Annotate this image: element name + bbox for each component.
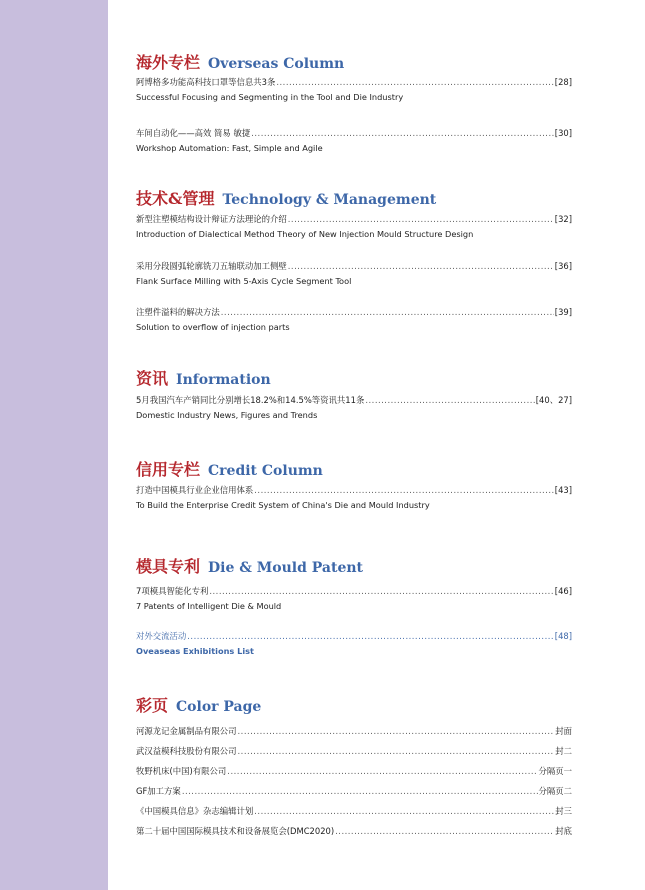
entry-page: [32] <box>554 214 572 224</box>
entry-title: 牧野机床(中国)有限公司 <box>136 766 227 776</box>
leader-dots <box>182 785 538 797</box>
entry-subtitle: Introduction of Dialectical Method Theory of New Injection Mould Structure Design <box>136 229 474 239</box>
side-band <box>0 0 108 890</box>
leader-dots <box>227 765 537 777</box>
entry-page: [36] <box>554 261 572 271</box>
section-title-en: Color Page <box>176 699 262 715</box>
section-title-en: Overseas Column <box>208 56 345 72</box>
section-title-cn: 海外专栏 <box>136 53 201 72</box>
entry-page: 封底 <box>555 826 572 836</box>
leader-dots <box>288 260 554 272</box>
section-title-en: Die & Mould Patent <box>208 560 364 576</box>
leader-dots <box>254 805 554 817</box>
entry-page: [28] <box>554 77 572 87</box>
leader-dots <box>335 825 554 837</box>
section-title-color-page <box>136 693 572 716</box>
leader-dots <box>209 585 553 597</box>
entry-title: 车间自动化——高效 简易 敏捷 <box>136 128 251 138</box>
toc-entry[interactable] <box>136 260 572 287</box>
entry-title: 阿博格多功能高科技口罩等信息共3条 <box>136 77 276 87</box>
entry-subtitle: To Build the Enterprise Credit System of China's Die and Mould Industry <box>136 500 430 510</box>
entry-title: 注塑件溢料的解决方法 <box>136 307 220 317</box>
entry-subtitle: 7 Patents of Intelligent Die & Mould <box>136 601 282 611</box>
entry-page: [43] <box>554 485 572 495</box>
toc-entry[interactable] <box>136 484 572 511</box>
leader-dots <box>254 484 554 496</box>
entry-title: 《中国模具信息》杂志编辑计划 <box>136 806 254 816</box>
entry-title: 第二十届中国国际模具技术和设备展览会(DMC2020) <box>136 826 335 836</box>
section-title-en: Information <box>176 372 271 388</box>
section-title-en: Credit Column <box>208 463 323 479</box>
entry-page: 分隔页二 <box>538 786 572 796</box>
entry-page: 封二 <box>555 746 572 756</box>
entry-title: 对外交流活动 <box>136 631 187 641</box>
section-title-credit <box>136 457 572 480</box>
toc-entry[interactable] <box>136 745 572 757</box>
section-title-en: Technology & Management <box>222 192 437 208</box>
section-title-technology <box>136 186 572 209</box>
entry-page: 封面 <box>555 726 572 736</box>
entry-title: 河源龙记金属制品有限公司 <box>136 726 237 736</box>
entry-title: 新型注塑模结构设计辩证方法理论的介绍 <box>136 214 287 224</box>
toc-entry[interactable] <box>136 76 572 103</box>
section-title-cn: 模具专利 <box>136 557 201 576</box>
toc-entry[interactable] <box>136 127 572 154</box>
entry-subtitle: Domestic Industry News, Figures and Trends <box>136 410 318 420</box>
toc-entry[interactable] <box>136 585 572 612</box>
entry-page: 封三 <box>555 806 572 816</box>
leader-dots <box>221 306 554 318</box>
leader-dots <box>365 394 534 406</box>
entry-page: [40、27] <box>535 395 572 405</box>
toc-entry[interactable] <box>136 805 572 817</box>
section-title-patent <box>136 554 572 577</box>
toc-entry[interactable] <box>136 785 572 797</box>
leader-dots <box>251 127 554 139</box>
entry-title: 采用分段圆弧轮廓铣刀五轴联动加工侧壁 <box>136 261 287 271</box>
entry-title: 5月我国汽车产销同比分别增长18.2%和14.5%等资讯共11条 <box>136 395 365 405</box>
section-title-cn: 资讯 <box>136 369 169 388</box>
entry-page: [48] <box>554 631 572 641</box>
entry-title: 武汉益模科技股份有限公司 <box>136 746 237 756</box>
toc-entry[interactable] <box>136 725 572 737</box>
section-title-cn: 彩页 <box>136 696 169 715</box>
toc-entry[interactable] <box>136 394 572 421</box>
leader-dots <box>238 725 555 737</box>
section-title-cn: 技术&管理 <box>136 189 215 208</box>
entry-page: 分隔页一 <box>538 766 572 776</box>
leader-dots <box>276 76 553 88</box>
entry-subtitle: Workshop Automation: Fast, Simple and Agile <box>136 143 323 153</box>
entry-title: 打造中国模具行业企业信用体系 <box>136 485 254 495</box>
entry-title: 7项模具智能化专利 <box>136 586 209 596</box>
entry-subtitle: Successful Focusing and Segmenting in the Tool and Die Industry <box>136 92 404 102</box>
entry-page: [30] <box>554 128 572 138</box>
toc-entry[interactable] <box>136 825 572 837</box>
section-title-cn: 信用专栏 <box>136 460 201 479</box>
entry-subtitle: Oveaseas Exhibitions List <box>136 646 254 656</box>
toc-entry[interactable] <box>136 213 572 240</box>
toc-entry[interactable] <box>136 306 572 333</box>
leader-dots <box>187 630 554 642</box>
section-title-information <box>136 366 572 389</box>
toc-entry[interactable] <box>136 765 572 777</box>
entry-subtitle: Solution to overflow of injection parts <box>136 322 290 332</box>
entry-title: GF加工方案 <box>136 786 181 796</box>
entry-subtitle: Flank Surface Milling with 5-Axis Cycle Segment Tool <box>136 276 352 286</box>
leader-dots <box>238 745 555 757</box>
section-title-overseas <box>136 50 572 73</box>
entry-page: [39] <box>554 307 572 317</box>
leader-dots <box>288 213 554 225</box>
entry-page: [46] <box>554 586 572 596</box>
toc-entry-highlight[interactable] <box>136 630 572 657</box>
